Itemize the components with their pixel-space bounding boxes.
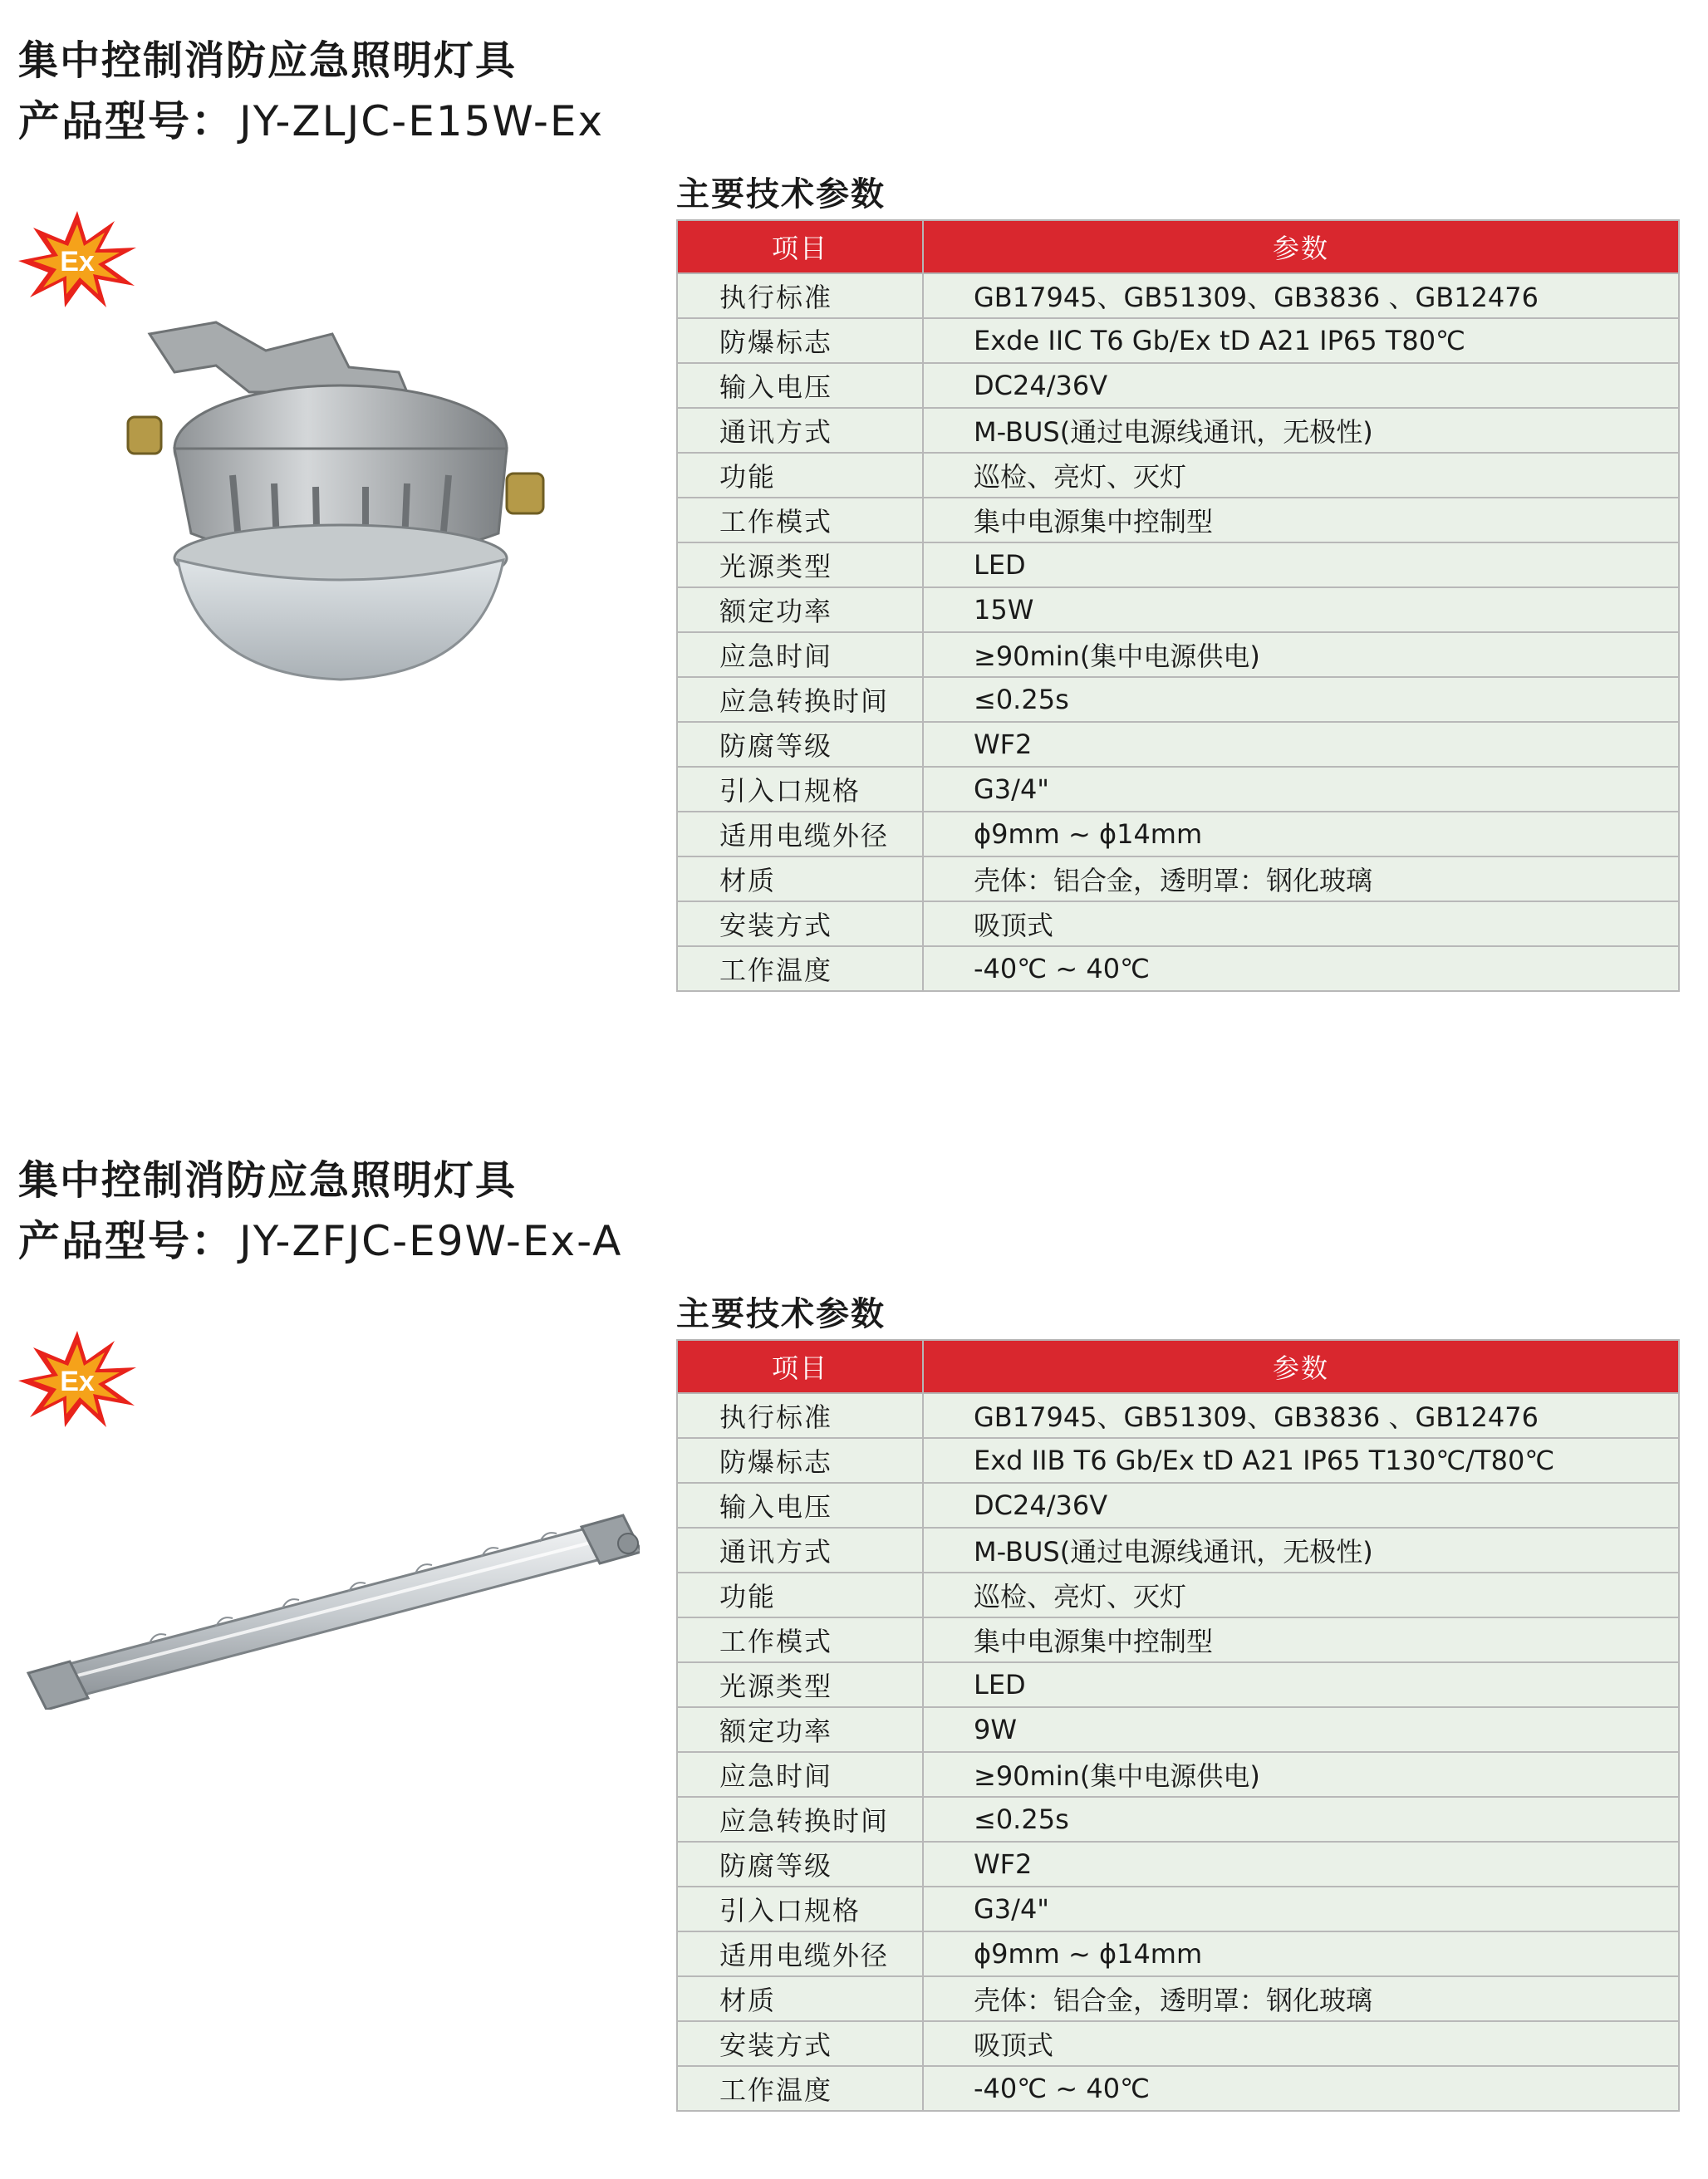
params-title: 主要技术参数 xyxy=(676,1295,886,1333)
row-value: 壳体：铝合金，透明罩：钢化玻璃 xyxy=(923,1976,1679,2021)
table-row xyxy=(677,363,1679,408)
ex-explosion-proof-badge-icon xyxy=(15,1329,140,1429)
row-item: 适用电缆外径 xyxy=(677,1931,923,1976)
row-value: ≤0.25s xyxy=(923,1797,1679,1842)
row-value: -40℃ ~ 40℃ xyxy=(923,946,1679,991)
table-row xyxy=(677,408,1679,453)
table-row xyxy=(677,1528,1679,1573)
row-value: WF2 xyxy=(923,722,1679,767)
table-row xyxy=(677,1842,1679,1887)
row-item: 光源类型 xyxy=(677,1662,923,1707)
table-row xyxy=(677,812,1679,856)
table-row xyxy=(677,2021,1679,2066)
table-row xyxy=(677,1887,1679,1931)
row-item: 通讯方式 xyxy=(677,1528,923,1573)
row-value: ≥90min(集中电源供电) xyxy=(923,1752,1679,1797)
badge-text: Ex xyxy=(60,1366,95,1397)
row-item: 应急转换时间 xyxy=(677,677,923,722)
table-row xyxy=(677,1662,1679,1707)
table-row xyxy=(677,856,1679,901)
table-row xyxy=(677,1797,1679,1842)
table-row xyxy=(677,1931,1679,1976)
row-item: 引入口规格 xyxy=(677,767,923,812)
row-item: 安装方式 xyxy=(677,2021,923,2066)
row-value: 巡检、亮灯、灭灯 xyxy=(923,453,1679,498)
table-row xyxy=(677,901,1679,946)
table-row xyxy=(677,1752,1679,1797)
model-value: JY-ZLJC-E15W-Ex xyxy=(239,97,605,145)
row-item: 材质 xyxy=(677,1976,923,2021)
row-value: 吸顶式 xyxy=(923,2021,1679,2066)
row-item: 安装方式 xyxy=(677,901,923,946)
table-row xyxy=(677,1707,1679,1752)
row-item: 工作温度 xyxy=(677,946,923,991)
row-value: LED xyxy=(923,1662,1679,1707)
row-value: 集中电源集中控制型 xyxy=(923,1617,1679,1662)
row-value: 巡检、亮灯、灭灯 xyxy=(923,1573,1679,1617)
row-value: M-BUS(通过电源线通讯，无极性) xyxy=(923,1528,1679,1573)
ex-explosion-proof-badge-icon xyxy=(15,209,140,309)
row-item: 应急时间 xyxy=(677,1752,923,1797)
table-row xyxy=(677,946,1679,991)
product-model xyxy=(18,1208,622,1268)
row-item: 执行标准 xyxy=(677,273,923,318)
header-item: 项目 xyxy=(677,220,923,273)
row-item: 防爆标志 xyxy=(677,318,923,363)
table-row xyxy=(677,722,1679,767)
row-item: 应急转换时间 xyxy=(677,1797,923,1842)
row-value: GB17945、GB51309、GB3836 、GB12476 xyxy=(923,1393,1679,1438)
row-item: 适用电缆外径 xyxy=(677,812,923,856)
table-row xyxy=(677,498,1679,542)
table-row xyxy=(677,767,1679,812)
row-value: -40℃ ~ 40℃ xyxy=(923,2066,1679,2111)
model-value: JY-ZFJC-E9W-Ex-A xyxy=(239,1217,623,1265)
row-item: 光源类型 xyxy=(677,542,923,587)
row-value: GB17945、GB51309、GB3836 、GB12476 xyxy=(923,273,1679,318)
row-item: 功能 xyxy=(677,453,923,498)
row-item: 功能 xyxy=(677,1573,923,1617)
row-item: 工作温度 xyxy=(677,2066,923,2111)
table-row xyxy=(677,318,1679,363)
row-item: 工作模式 xyxy=(677,1617,923,1662)
table-row xyxy=(677,1573,1679,1617)
table-row xyxy=(677,1976,1679,2021)
table-row xyxy=(677,273,1679,318)
spec-table-header xyxy=(677,220,1679,273)
row-value: DC24/36V xyxy=(923,1483,1679,1528)
row-value: DC24/36V xyxy=(923,363,1679,408)
table-row xyxy=(677,2066,1679,2111)
table-row xyxy=(677,1483,1679,1528)
table-row xyxy=(677,632,1679,677)
header-value: 参数 xyxy=(923,1340,1679,1393)
row-value: Exd IIB T6 Gb/Ex tD A21 IP65 T130℃/T80℃ xyxy=(923,1438,1679,1483)
row-value: ϕ9mm ~ ϕ14mm xyxy=(923,812,1679,856)
row-value: G3/4" xyxy=(923,767,1679,812)
linear-explosion-proof-tube-lamp-icon xyxy=(25,1510,640,1710)
row-item: 防爆标志 xyxy=(677,1438,923,1483)
row-value: WF2 xyxy=(923,1842,1679,1887)
table-row xyxy=(677,453,1679,498)
spec-table-header xyxy=(677,1340,1679,1393)
row-item: 输入电压 xyxy=(677,363,923,408)
row-item: 通讯方式 xyxy=(677,408,923,453)
product-title: 集中控制消防应急照明灯具 xyxy=(18,37,518,84)
row-value: 9W xyxy=(923,1707,1679,1752)
product-title: 集中控制消防应急照明灯具 xyxy=(18,1157,518,1204)
row-value: ≤0.25s xyxy=(923,677,1679,722)
spec-table xyxy=(676,219,1680,992)
row-value: 集中电源集中控制型 xyxy=(923,498,1679,542)
row-item: 应急时间 xyxy=(677,632,923,677)
row-value: 壳体：铝合金，透明罩：钢化玻璃 xyxy=(923,856,1679,901)
table-row xyxy=(677,677,1679,722)
row-item: 执行标准 xyxy=(677,1393,923,1438)
badge-text: Ex xyxy=(60,246,95,277)
table-row xyxy=(677,587,1679,632)
model-label: 产品型号： xyxy=(18,1217,234,1265)
model-label: 产品型号： xyxy=(18,97,234,145)
table-row xyxy=(677,542,1679,587)
row-item: 额定功率 xyxy=(677,587,923,632)
row-item: 额定功率 xyxy=(677,1707,923,1752)
row-value: M-BUS(通过电源线通讯，无极性) xyxy=(923,408,1679,453)
table-row xyxy=(677,1617,1679,1662)
table-row xyxy=(677,1438,1679,1483)
row-value: 15W xyxy=(923,587,1679,632)
row-value: LED xyxy=(923,542,1679,587)
row-value: ≥90min(集中电源供电) xyxy=(923,632,1679,677)
table-row xyxy=(677,1393,1679,1438)
product-model xyxy=(18,88,604,148)
params-title: 主要技术参数 xyxy=(676,175,886,213)
round-explosion-proof-ceiling-lamp-icon xyxy=(125,309,573,691)
row-item: 引入口规格 xyxy=(677,1887,923,1931)
row-item: 材质 xyxy=(677,856,923,901)
row-item: 工作模式 xyxy=(677,498,923,542)
row-value: Exde IIC T6 Gb/Ex tD A21 IP65 T80℃ xyxy=(923,318,1679,363)
row-item: 防腐等级 xyxy=(677,722,923,767)
row-value: ϕ9mm ~ ϕ14mm xyxy=(923,1931,1679,1976)
row-value: 吸顶式 xyxy=(923,901,1679,946)
row-item: 输入电压 xyxy=(677,1483,923,1528)
spec-table xyxy=(676,1339,1680,2112)
header-item: 项目 xyxy=(677,1340,923,1393)
header-value: 参数 xyxy=(923,220,1679,273)
row-item: 防腐等级 xyxy=(677,1842,923,1887)
row-value: G3/4" xyxy=(923,1887,1679,1931)
